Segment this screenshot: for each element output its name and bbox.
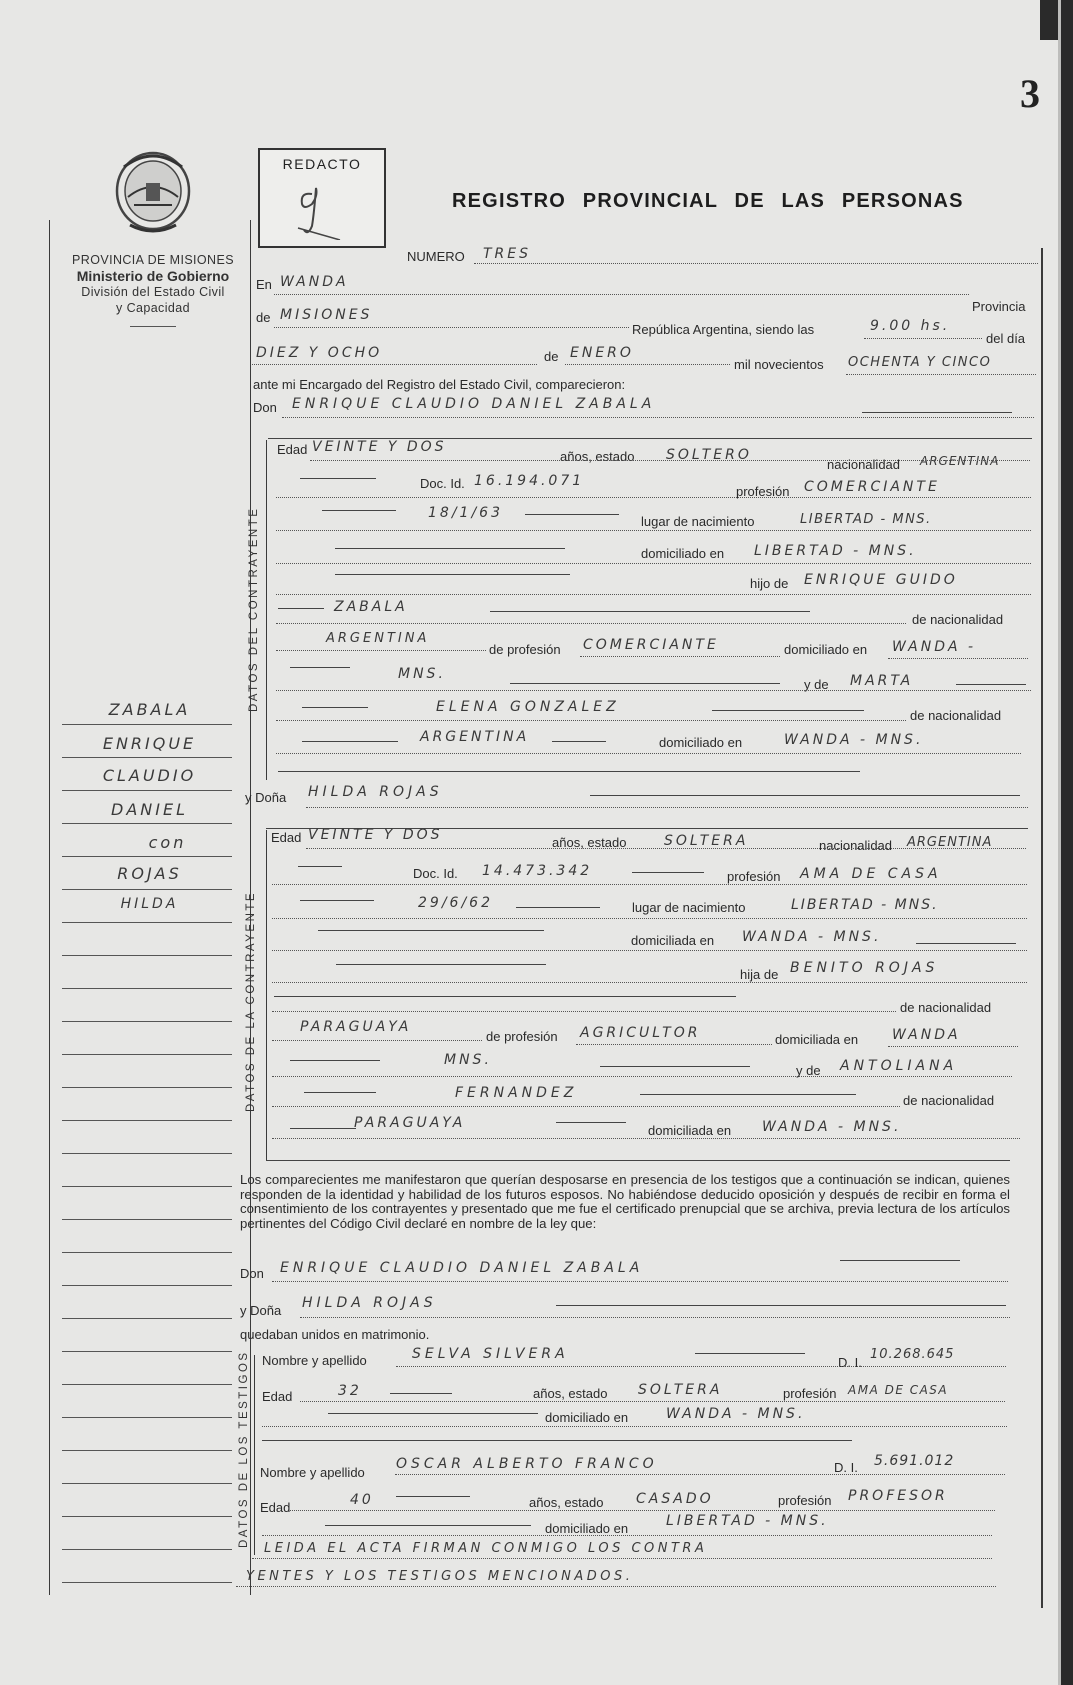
g-edad-line <box>310 460 1030 461</box>
groom-bracket <box>266 440 267 780</box>
w2-dom-value: LIBERTAD - MNS. <box>666 1513 829 1529</box>
bride-bracket <box>266 830 267 1160</box>
declaration-paragraph: Los comparecientes me manifestaron que querían desposarse en presencia de los testigos que a continuación se indican, quienes responden de la identidad y habilidad de los futuros esposos. No habiéndose deducido oposición y después de recibir en forma el consentimiento de los contrayentes y presentado que me fue el certificado prenupcial que se archiva, previa lectura de los artículos pertinentes del Código Civil declaré en nombre de la ley que: <box>240 1172 1010 1231</box>
margin-name-4: DANIEL <box>111 800 188 819</box>
b-lugar-value: LIBERTAD - MNS. <box>791 897 939 913</box>
b-estado-label: años, estado <box>552 835 627 850</box>
w1-edad-dash <box>390 1393 452 1394</box>
margin-name-2: ENRIQUE <box>102 734 197 753</box>
g-hijo-line <box>276 594 1031 595</box>
b-hija-line <box>272 982 1027 983</box>
b-dom-dash-2 <box>916 943 1016 944</box>
anio-value: OCHENTA Y CINCO <box>848 355 992 370</box>
hora-line <box>864 338 982 339</box>
w1-dom-line <box>262 1426 1007 1427</box>
b-madre-dash <box>290 1060 380 1061</box>
b-dom-value: WANDA - MNS. <box>742 929 882 945</box>
don-label: Don <box>253 400 277 415</box>
g-padre2-dash <box>278 608 324 609</box>
b-doc-label: Doc. Id. <box>413 866 458 881</box>
g-edad-label: Edad <box>277 442 308 457</box>
b-padre-prof-line <box>576 1044 772 1045</box>
w1-prof-value: AMA DE CASA <box>848 1383 949 1397</box>
w2-prof-value: PROFESOR <box>848 1488 948 1504</box>
decl-don-dash <box>840 1260 960 1261</box>
g-madre2-dash <box>302 707 368 708</box>
g-fecha-dash-2 <box>525 514 619 515</box>
b-yde-label: y de <box>796 1063 821 1078</box>
g-estado-label: años, estado <box>560 449 635 464</box>
w2-dom-dash <box>325 1525 531 1526</box>
g-padre-value: ENRIQUE GUIDO <box>804 572 958 588</box>
g-nac-label: nacionalidad <box>827 457 901 472</box>
dona-label: y Doña <box>245 790 287 805</box>
right-frame-line <box>1041 248 1043 1608</box>
redacto-box <box>258 148 386 248</box>
b-nac-label: nacionalidad <box>819 838 893 853</box>
w2-edad-line <box>290 1510 995 1511</box>
republica-label: República Argentina, siendo las <box>632 322 815 337</box>
w1-nombre-dash <box>695 1353 805 1354</box>
ministry-name: Ministerio de Gobierno <box>76 268 230 284</box>
mes-line <box>565 364 730 365</box>
b-madre2-dash <box>304 1092 376 1093</box>
g-dom-label: domiciliado en <box>641 546 725 561</box>
anio-line <box>846 374 1036 375</box>
margin-name-1: ZABALA <box>108 700 191 719</box>
dona-line <box>306 807 1028 808</box>
g-prof-label: profesión <box>736 484 790 499</box>
g-madre-nac-dash-2 <box>552 741 606 742</box>
b-doc-value: 14.473.342 <box>482 863 593 879</box>
w1-dom-dash <box>328 1413 538 1414</box>
g-padre-dom-line <box>888 658 1028 659</box>
b-dom-line <box>272 950 1027 951</box>
w2-edad-value: 40 <box>350 1492 374 1508</box>
en-line <box>274 294 969 295</box>
b-padre-dash <box>274 996 736 997</box>
margin-name-3: CLAUDIO <box>102 766 197 785</box>
b-madre-dash-2 <box>600 1066 750 1067</box>
g-fecha-value: 18/1/63 <box>428 505 503 521</box>
ante-label: ante mi Encargado del Registro del Estado Civil, comparecieron: <box>253 377 626 392</box>
w1-dom-value: WANDA - MNS. <box>666 1406 806 1422</box>
en-label: En <box>256 277 272 292</box>
g-nac-value: ARGENTINA <box>920 454 1000 468</box>
g-madre2-dash-2 <box>712 710 864 711</box>
b-hija-label: hija de <box>740 967 779 982</box>
provincial-seal-icon <box>112 147 194 233</box>
g-padre-prof-label: de profesión <box>489 642 561 657</box>
w1-end-dash <box>262 1440 852 1441</box>
b-edad-line <box>306 848 1026 849</box>
hora-value: 9.00 hs. <box>870 318 951 334</box>
w2-nombre-line <box>395 1474 1005 1475</box>
w1-edad-line <box>300 1401 1005 1402</box>
w1-dom-label: domiciliado en <box>545 1410 629 1425</box>
g-padre-dom-label: domiciliado en <box>784 642 868 657</box>
g-padre-dom2-value: MNS. <box>398 666 446 682</box>
w2-di-value: 5.691.012 <box>874 1453 955 1469</box>
b-nac-value: ARGENTINA <box>907 835 993 850</box>
del-dia-label: del día <box>986 331 1026 346</box>
side-label-groom: DATOS DEL CONTRAYENTE <box>248 506 260 712</box>
b-lugar-label: lugar de nacimiento <box>632 900 746 915</box>
quedaban-label: quedaban unidos en matrimonio. <box>240 1327 430 1342</box>
g-estado-value: SOLTERO <box>666 447 752 463</box>
b-dom-label: domiciliada en <box>631 933 715 948</box>
g-padre2-value: ZABALA <box>334 599 408 615</box>
decl-don-line <box>272 1281 1008 1282</box>
b-padre-nac-label: de nacionalidad <box>900 1000 992 1015</box>
don-line <box>282 417 1034 418</box>
provincia-value: MISIONES <box>280 307 373 323</box>
b-madre2-dash-2 <box>640 1094 856 1095</box>
dia-value: DIEZ Y OCHO <box>256 345 383 361</box>
w2-dom-label: domiciliado en <box>545 1521 629 1536</box>
decl-dona-dash <box>556 1305 1006 1306</box>
b-padre-prof-value: AGRICULTOR <box>580 1025 701 1041</box>
w2-edad-dash <box>396 1496 470 1497</box>
g-dom-line <box>276 563 1031 564</box>
b-edad-value: VEINTE Y DOS <box>308 827 443 843</box>
b-padre-dom-value: WANDA <box>892 1027 961 1043</box>
w2-estado-label: años, estado <box>529 1495 604 1510</box>
g-padre-nac-value: ARGENTINA <box>326 631 430 646</box>
g-hijo-label: hijo de <box>750 576 789 591</box>
de-mes-label: de <box>544 349 559 364</box>
w1-di-value: 10.268.645 <box>870 1347 955 1362</box>
g-padre2-line <box>276 623 906 624</box>
b-prof-label: profesión <box>727 869 781 884</box>
issuer-rule <box>130 326 176 327</box>
g-padre-prof-line <box>580 656 780 657</box>
decl-dona-label: y Doña <box>240 1303 282 1318</box>
margin-name-7: HILDA <box>120 896 179 912</box>
w2-dom-line <box>262 1535 992 1536</box>
g-madre-dash-2 <box>510 683 780 684</box>
g-madre2-value: ELENA GONZALEZ <box>436 699 620 715</box>
g-yde-label: y de <box>804 677 829 692</box>
division-line-1: División del Estado Civil <box>81 285 225 299</box>
g-fecha-dash <box>322 510 396 511</box>
mes-value: ENERO <box>570 345 634 361</box>
b-padre-dom-label: domiciliada en <box>775 1032 859 1047</box>
b-hija-dash <box>336 964 546 965</box>
g-madre-dom-value: WANDA - MNS. <box>784 732 924 748</box>
provincia-line <box>274 327 629 328</box>
margin-name-6: ROJAS <box>117 864 182 883</box>
dona-dash <box>590 795 1020 796</box>
g-padre-nac-label: de nacionalidad <box>912 612 1004 627</box>
b-madre-nac-value: PARAGUAYA <box>354 1115 466 1131</box>
decl-dona-value: HILDA ROJAS <box>302 1295 437 1311</box>
b-madre-nac-dash <box>290 1128 356 1129</box>
closing-line-1: LEIDA EL ACTA FIRMAN CONMIGO LOS CONTRA <box>264 1541 708 1556</box>
side-label-witnesses: DATOS DE LOS TESTIGOS <box>238 1350 250 1548</box>
b-estado-value: SOLTERA <box>664 833 749 849</box>
numero-value: TRES <box>483 246 532 262</box>
side-label-bride: DATOS DE LA CONTRAYENTE <box>245 890 257 1112</box>
g-prof-value: COMERCIANTE <box>804 479 940 495</box>
numero-label: NUMERO <box>407 249 465 264</box>
g-madre-nac-value: ARGENTINA <box>420 729 530 745</box>
b-dom-dash <box>318 930 544 931</box>
decl-dona-line <box>300 1317 1010 1318</box>
g-madre-value: MARTA <box>850 673 914 689</box>
b-padre-nac-value: PARAGUAYA <box>300 1019 412 1035</box>
g-padre-dom-value: WANDA - <box>892 639 977 655</box>
b-madre-line <box>272 1076 1012 1077</box>
b-padre-prof-label: de profesión <box>486 1029 558 1044</box>
b-fecha-dash-2 <box>516 907 600 908</box>
closing-line-2: YENTES Y LOS TESTIGOS MENCIONADOS. <box>246 1569 634 1584</box>
b-fecha-dash <box>300 900 374 901</box>
don-value: ENRIQUE CLAUDIO DANIEL ZABALA <box>292 396 656 412</box>
issuer-block <box>58 252 248 327</box>
w2-nombre-value: OSCAR ALBERTO FRANCO <box>396 1456 658 1472</box>
g-padre-prof-value: COMERCIANTE <box>583 637 719 653</box>
b-madre-value: ANTOLIANA <box>840 1058 958 1074</box>
g-doc-label: Doc. Id. <box>420 476 465 491</box>
g-lugar-line <box>276 530 1031 531</box>
b-madre-nac-dash-2 <box>556 1122 626 1123</box>
provincia-label: Provincia <box>972 299 1026 314</box>
initials-signature-icon <box>278 174 358 240</box>
g-madre2-line <box>276 720 906 721</box>
left-frame-line <box>49 220 50 1595</box>
b-padre-dom2-value: MNS. <box>444 1052 492 1068</box>
closing-line-2-rule <box>236 1586 996 1587</box>
g-lugar-value: LIBERTAD - MNS. <box>800 512 932 527</box>
w2-nombre-label: Nombre y apellido <box>260 1465 365 1480</box>
g-end-dash <box>278 771 860 772</box>
g-madre-nac-label: de nacionalidad <box>910 708 1002 723</box>
b-padre-value: BENITO ROJAS <box>790 960 939 976</box>
don-dash <box>862 412 1012 413</box>
g-madre-dom-label: domiciliado en <box>659 735 743 750</box>
province-name: PROVINCIA DE MISIONES <box>72 253 234 267</box>
g-doc-line <box>276 497 1031 498</box>
w1-nombre-value: SELVA SILVERA <box>412 1346 569 1362</box>
page-number: 3 <box>1020 71 1040 116</box>
b-edad-label: Edad <box>271 830 302 845</box>
g-doc-value: 16.194.071 <box>474 473 585 489</box>
b-end-dash <box>266 1160 1010 1161</box>
b-doc-dash <box>298 866 342 867</box>
w1-nombre-line <box>396 1366 1006 1367</box>
g-padre2-dash-2 <box>490 611 810 612</box>
redacto-label: REDACTO <box>282 156 362 172</box>
decl-don-value: ENRIQUE CLAUDIO DANIEL ZABALA <box>280 1260 644 1276</box>
b-madre-dom-value: WANDA - MNS. <box>762 1119 902 1135</box>
w1-prof-label: profesión <box>783 1386 837 1401</box>
g-edad-value: VEINTE Y DOS <box>312 439 447 455</box>
b-lugar-line <box>272 918 1027 919</box>
b-prof-value: AMA DE CASA <box>800 866 942 882</box>
division-line-2: y Capacidad <box>116 301 190 315</box>
b-madre2-value: FERNANDEZ <box>455 1085 578 1101</box>
g-madre-dash-3 <box>956 684 1026 685</box>
g-madre-dash <box>290 667 350 668</box>
de-label: de <box>256 310 271 325</box>
w1-edad-label: Edad <box>262 1389 293 1404</box>
dia-line <box>252 364 537 365</box>
g-madre-dom-line <box>276 753 1021 754</box>
b-padre-line <box>272 1011 896 1012</box>
w1-nombre-label: Nombre y apellido <box>262 1353 367 1368</box>
w1-estado-label: años, estado <box>533 1386 608 1401</box>
g-lugar-label: lugar de nacimiento <box>641 514 755 529</box>
page-corner-shadow <box>1040 0 1058 40</box>
b-madre-dom-line <box>272 1138 1020 1139</box>
b-padre-dom-line <box>888 1046 1018 1047</box>
w2-di-label: D. I. <box>834 1460 858 1475</box>
document-title: REGISTRO PROVINCIAL DE LAS PERSONAS <box>452 190 964 212</box>
mil-label: mil novecientos <box>734 357 824 372</box>
b-madre2-line <box>272 1106 900 1107</box>
decl-don-label: Don <box>240 1266 264 1281</box>
margin-name-5: con <box>148 833 187 852</box>
b-madre-nac-label: de nacionalidad <box>903 1093 995 1108</box>
b-fecha-value: 29/6/62 <box>418 895 493 911</box>
dona-value: HILDA ROJAS <box>308 784 443 800</box>
witness-bracket <box>254 1355 255 1555</box>
w1-di-label: D. I. <box>838 1355 862 1370</box>
b-doc-line <box>272 884 1027 885</box>
w1-edad-value: 32 <box>338 1383 362 1399</box>
g-dom-value: LIBERTAD - MNS. <box>754 543 917 559</box>
w2-edad-label: Edad <box>260 1500 291 1515</box>
g-dom-dash <box>335 548 565 549</box>
g-padre-nac-line <box>276 650 486 651</box>
g-madre-line <box>276 690 1031 691</box>
en-value: WANDA <box>280 274 349 290</box>
w2-estado-value: CASADO <box>636 1491 714 1507</box>
g-doc-dash <box>300 478 376 479</box>
b-doc-dash-2 <box>632 872 704 873</box>
g-madre-nac-dash <box>302 741 398 742</box>
g-hijo-dash <box>335 574 570 575</box>
b-madre-dom-label: domiciliada en <box>648 1123 732 1138</box>
b-padre-nac-line <box>272 1040 482 1041</box>
closing-line-1-rule <box>252 1558 992 1559</box>
w2-prof-label: profesión <box>778 1493 832 1508</box>
numero-line <box>474 263 1038 264</box>
w1-estado-value: SOLTERA <box>638 1382 723 1398</box>
